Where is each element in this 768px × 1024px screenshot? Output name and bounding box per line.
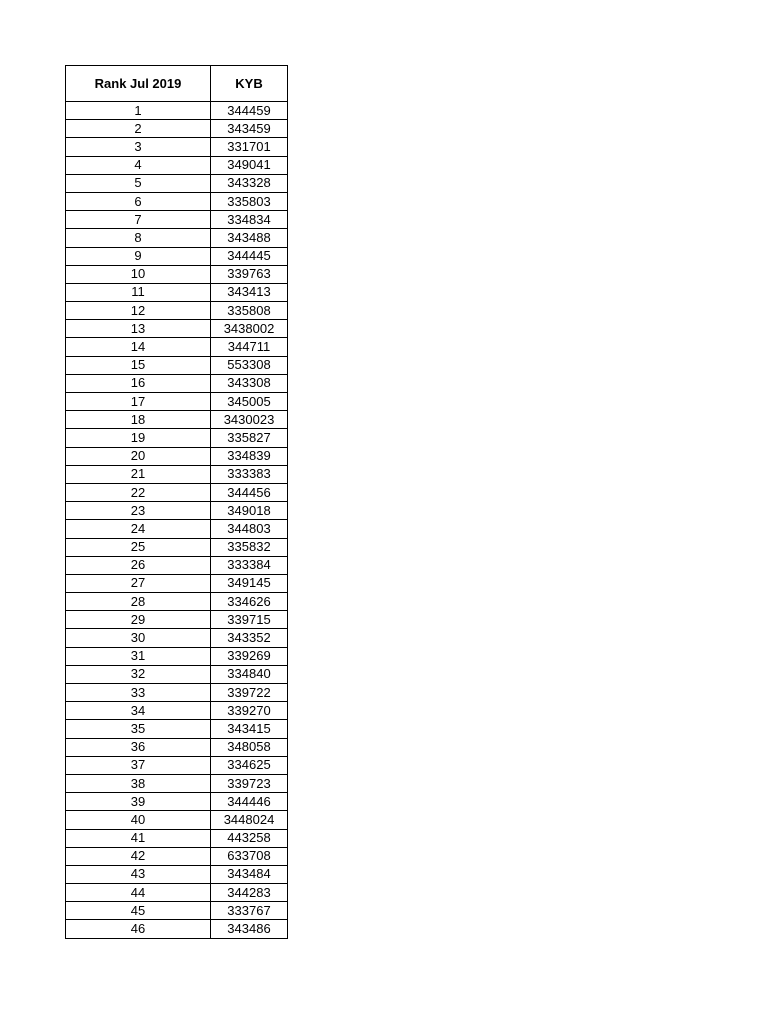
- rank-cell: 26: [66, 556, 211, 574]
- kyb-cell: 3448024: [211, 811, 288, 829]
- kyb-cell: 334834: [211, 211, 288, 229]
- kyb-cell: 333383: [211, 465, 288, 483]
- kyb-cell: 335832: [211, 538, 288, 556]
- kyb-cell: 343308: [211, 374, 288, 392]
- rank-cell: 8: [66, 229, 211, 247]
- kyb-cell: 333384: [211, 556, 288, 574]
- rank-cell: 16: [66, 374, 211, 392]
- kyb-cell: 3438002: [211, 320, 288, 338]
- table-row: [66, 720, 288, 738]
- kyb-cell: 339763: [211, 265, 288, 283]
- rank-cell: 21: [66, 465, 211, 483]
- table-row: [66, 320, 288, 338]
- rank-cell: 14: [66, 338, 211, 356]
- kyb-cell: 343484: [211, 865, 288, 883]
- kyb-cell: 3430023: [211, 411, 288, 429]
- table-row: [66, 811, 288, 829]
- kyb-cell: 343413: [211, 283, 288, 301]
- kyb-cell: 333767: [211, 902, 288, 920]
- kyb-cell: 335808: [211, 302, 288, 320]
- rank-cell: 39: [66, 793, 211, 811]
- rank-cell: 3: [66, 138, 211, 156]
- rank-cell: 32: [66, 665, 211, 683]
- table-row: [66, 393, 288, 411]
- kyb-cell: 334839: [211, 447, 288, 465]
- rank-cell: 13: [66, 320, 211, 338]
- table-row: [66, 120, 288, 138]
- rank-cell: 36: [66, 738, 211, 756]
- table-row: [66, 793, 288, 811]
- kyb-cell: 349041: [211, 156, 288, 174]
- table-row: [66, 138, 288, 156]
- table-row: [66, 211, 288, 229]
- table-row: [66, 865, 288, 883]
- table-row: [66, 411, 288, 429]
- kyb-cell: 349145: [211, 574, 288, 592]
- table-row: [66, 847, 288, 865]
- kyb-cell: 553308: [211, 356, 288, 374]
- rank-cell: 45: [66, 902, 211, 920]
- rank-cell: 28: [66, 593, 211, 611]
- rank-cell: 12: [66, 302, 211, 320]
- table-row: [66, 156, 288, 174]
- rank-cell: 20: [66, 447, 211, 465]
- kyb-cell: 633708: [211, 847, 288, 865]
- kyb-cell: 339269: [211, 647, 288, 665]
- rank-cell: 29: [66, 611, 211, 629]
- rank-cell: 17: [66, 393, 211, 411]
- rank-cell: 7: [66, 211, 211, 229]
- rank-cell: 24: [66, 520, 211, 538]
- kyb-cell: 339722: [211, 684, 288, 702]
- kyb-cell: 343328: [211, 174, 288, 192]
- rank-cell: 35: [66, 720, 211, 738]
- table-row: [66, 738, 288, 756]
- rank-cell: 10: [66, 265, 211, 283]
- kyb-cell: 349018: [211, 502, 288, 520]
- rank-cell: 40: [66, 811, 211, 829]
- kyb-cell: 339715: [211, 611, 288, 629]
- rank-cell: 11: [66, 283, 211, 301]
- rank-cell: 19: [66, 429, 211, 447]
- rank-cell: 46: [66, 920, 211, 938]
- kyb-column-header: KYB: [211, 66, 288, 102]
- kyb-cell: 343486: [211, 920, 288, 938]
- table-row: [66, 192, 288, 210]
- table-row: [66, 611, 288, 629]
- table-row: [66, 174, 288, 192]
- table-row: [66, 574, 288, 592]
- kyb-cell: 344803: [211, 520, 288, 538]
- kyb-cell: 345005: [211, 393, 288, 411]
- rank-cell: 30: [66, 629, 211, 647]
- rank-cell: 31: [66, 647, 211, 665]
- table-body: [66, 102, 288, 939]
- table-row: [66, 774, 288, 792]
- table-row: [66, 338, 288, 356]
- table-row: [66, 647, 288, 665]
- table-row: [66, 702, 288, 720]
- kyb-cell: 344459: [211, 102, 288, 120]
- table-row: [66, 374, 288, 392]
- kyb-cell: 343352: [211, 629, 288, 647]
- table-row: [66, 684, 288, 702]
- table-row: [66, 356, 288, 374]
- kyb-cell: 335803: [211, 192, 288, 210]
- rank-cell: 9: [66, 247, 211, 265]
- table-row: [66, 884, 288, 902]
- rank-cell: 6: [66, 192, 211, 210]
- rank-cell: 44: [66, 884, 211, 902]
- table-row: [66, 302, 288, 320]
- rank-column-header: Rank Jul 2019: [66, 66, 211, 102]
- table-row: [66, 447, 288, 465]
- kyb-cell: 348058: [211, 738, 288, 756]
- rank-cell: 18: [66, 411, 211, 429]
- kyb-cell: 443258: [211, 829, 288, 847]
- kyb-cell: 344283: [211, 884, 288, 902]
- table-row: [66, 556, 288, 574]
- table-row: [66, 429, 288, 447]
- kyb-cell: 339723: [211, 774, 288, 792]
- table-row: [66, 465, 288, 483]
- rank-cell: 2: [66, 120, 211, 138]
- rank-cell: 42: [66, 847, 211, 865]
- kyb-cell: 339270: [211, 702, 288, 720]
- table-row: [66, 829, 288, 847]
- kyb-cell: 343488: [211, 229, 288, 247]
- table-row: [66, 756, 288, 774]
- kyb-cell: 344711: [211, 338, 288, 356]
- rank-cell: 27: [66, 574, 211, 592]
- rank-cell: 1: [66, 102, 211, 120]
- rank-cell: 22: [66, 483, 211, 501]
- rank-table: [65, 65, 288, 939]
- rank-cell: 33: [66, 684, 211, 702]
- rank-cell: 4: [66, 156, 211, 174]
- table-row: [66, 247, 288, 265]
- table-row: [66, 520, 288, 538]
- table-header-row: [66, 66, 288, 102]
- kyb-cell: 344445: [211, 247, 288, 265]
- table-row: [66, 920, 288, 938]
- kyb-cell: 331701: [211, 138, 288, 156]
- table-row: [66, 629, 288, 647]
- table-row: [66, 102, 288, 120]
- rank-cell: 38: [66, 774, 211, 792]
- table-row: [66, 265, 288, 283]
- kyb-cell: 334625: [211, 756, 288, 774]
- rank-cell: 41: [66, 829, 211, 847]
- kyb-cell: 344446: [211, 793, 288, 811]
- kyb-cell: 334626: [211, 593, 288, 611]
- rank-cell: 34: [66, 702, 211, 720]
- table-row: [66, 665, 288, 683]
- table-row: [66, 593, 288, 611]
- kyb-cell: 344456: [211, 483, 288, 501]
- table-row: [66, 483, 288, 501]
- rank-cell: 43: [66, 865, 211, 883]
- kyb-cell: 343415: [211, 720, 288, 738]
- rank-cell: 37: [66, 756, 211, 774]
- kyb-cell: 335827: [211, 429, 288, 447]
- table-row: [66, 229, 288, 247]
- kyb-cell: 343459: [211, 120, 288, 138]
- rank-cell: 15: [66, 356, 211, 374]
- table-row: [66, 502, 288, 520]
- rank-cell: 23: [66, 502, 211, 520]
- table-row: [66, 538, 288, 556]
- rank-cell: 5: [66, 174, 211, 192]
- rank-cell: 25: [66, 538, 211, 556]
- kyb-cell: 334840: [211, 665, 288, 683]
- table-row: [66, 283, 288, 301]
- table-row: [66, 902, 288, 920]
